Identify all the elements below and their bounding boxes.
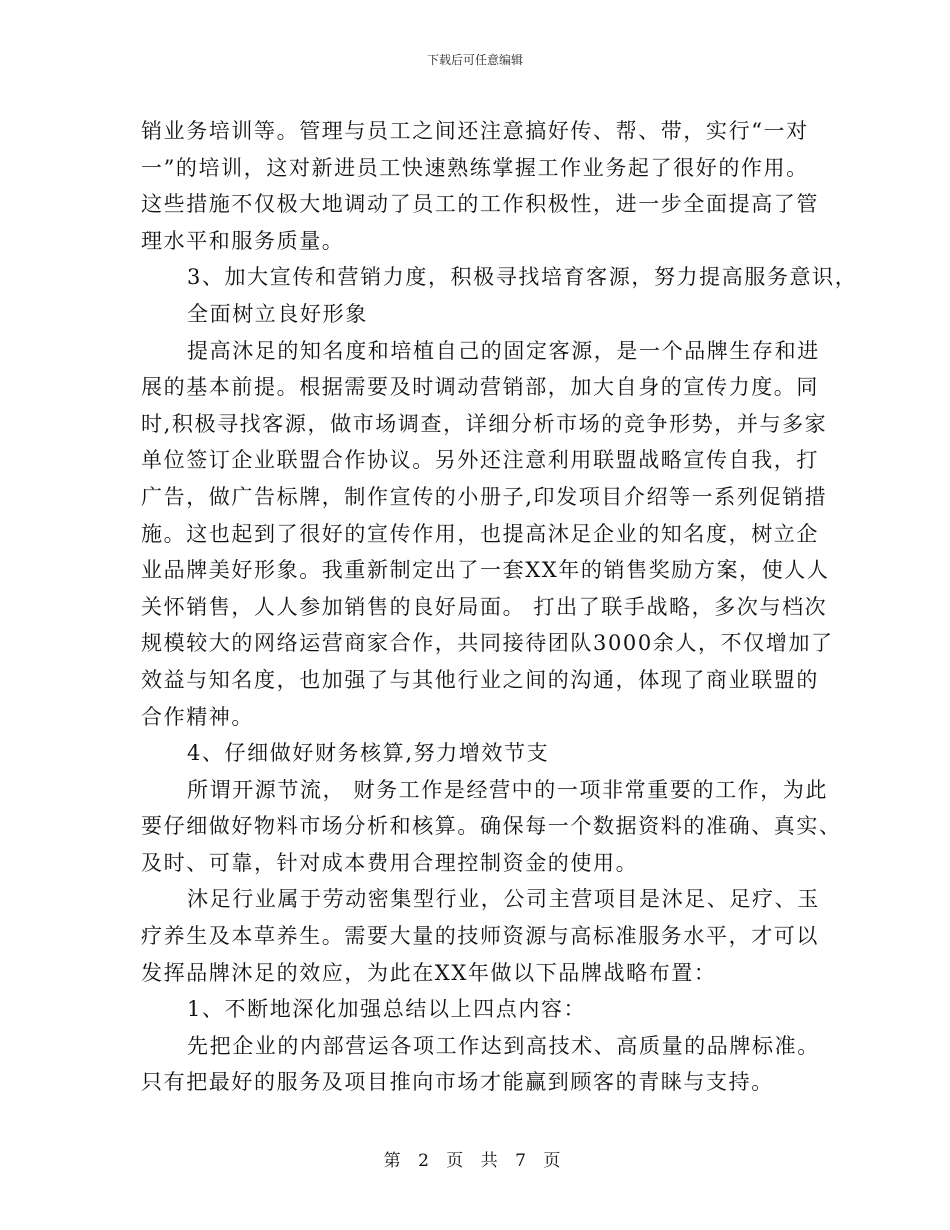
text-line: 及时、可靠，针对成本费用合理控制资金的使用。 bbox=[141, 850, 639, 875]
text-line: 只有把最好的服务及项目推向市场才能赢到顾客的青睐与支持。 bbox=[141, 1070, 774, 1095]
text-line: 要仔细做好物料市场分析和核算。确保每一个数据资料的准确、真实、 bbox=[141, 814, 842, 839]
page-header: 下载后可任意编辑 bbox=[426, 53, 523, 67]
text-line: 一”的培训，这对新进员工快速熟练掌握工作业务起了很好的作用。 bbox=[141, 155, 809, 180]
text-line: 4、仔细做好财务核算,努力增效节支 bbox=[187, 741, 550, 766]
text-line: 提高沐足的知名度和培植自己的固定客源，是一个品牌生存和进 bbox=[187, 338, 820, 363]
text-line: 销业务培训等。管理与员工之间还注意搞好传、帮、带，实行“一对 bbox=[141, 119, 809, 143]
text-line: 全面树立良好形象 bbox=[187, 301, 368, 326]
document-body bbox=[141, 113, 858, 1101]
text-line: 时,积极寻找客源，做市场调查，详细分析市场的竞争形势，并与多家 bbox=[141, 411, 828, 436]
text-line: 所谓开源节流， 财务工作是经营中的一项非常重要的工作，为此 bbox=[187, 777, 829, 802]
text-line: 3、加大宣传和营销力度，积极寻找培育客源，努力提高服务意识， bbox=[187, 265, 858, 290]
text-line: 理水平和服务质量。 bbox=[141, 228, 345, 253]
text-line: 关怀销售，人人参加销售的良好局面。 打出了联手战略，多次与档次 bbox=[141, 594, 828, 619]
text-line: 展的基本前提。根据需要及时调动营销部，加大自身的宣传力度。同 bbox=[141, 375, 819, 400]
text-line: 发挥品牌沐足的效应，为此在XX年做以下品牌战略布置： bbox=[141, 960, 717, 985]
text-line: 规模较大的网络运营商家合作，共同接待团队3000余人，不仅增加了 bbox=[141, 631, 834, 656]
text-line: 单位签订企业联盟合作协议。另外还注意利用联盟战略宣传自我，打 bbox=[141, 448, 819, 473]
text-line: 效益与知名度，也加强了与其他行业之间的沟通，体现了商业联盟的 bbox=[141, 667, 819, 692]
text-line: 业品牌美好形象。我重新制定出了一套XX年的销售奖励方案，使人人 bbox=[141, 558, 830, 583]
text-line: 这些措施不仅极大地调动了员工的工作积极性，进一步全面提高了管 bbox=[141, 192, 819, 217]
text-line: 施。这也起到了很好的宣传作用，也提高沐足企业的知名度，树立企 bbox=[141, 521, 819, 546]
text-line: 先把企业的内部营运各项工作达到高技术、高质量的品牌标准。 bbox=[187, 1033, 820, 1058]
text-line: 沐足行业属于劳动密集型行业，公司主营项目是沐足、足疗、玉 bbox=[187, 887, 820, 912]
text-line: 合作精神。 bbox=[141, 704, 254, 729]
text-line: 疗养生及本草养生。需要大量的技师资源与高标准服务水平，才可以 bbox=[141, 924, 819, 949]
text-line: 1、不断地深化加强总结以上四点内容： bbox=[187, 997, 587, 1022]
page-number: 第 2 页 共 7 页 bbox=[383, 1151, 567, 1171]
text-line: 广告，做广告标牌，制作宣传的小册子,印发项目介绍等一系列促销措 bbox=[141, 484, 828, 509]
